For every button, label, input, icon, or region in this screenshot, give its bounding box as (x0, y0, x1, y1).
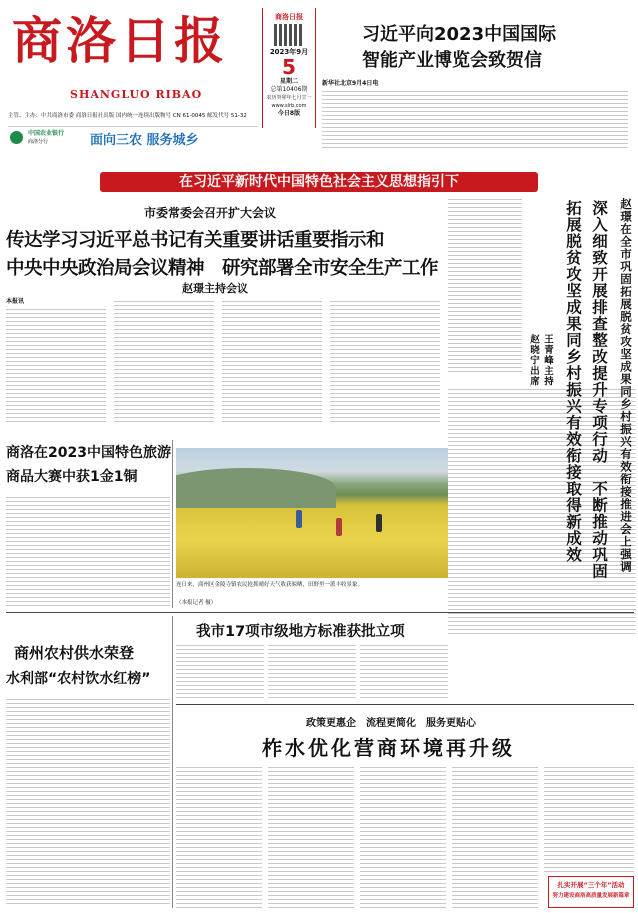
business-headline: 柞水优化营商环境再升级 (262, 736, 515, 760)
standard-text-col1 (176, 642, 264, 698)
farmer-figure (296, 510, 302, 528)
date-block (262, 8, 316, 128)
masthead (0, 0, 638, 172)
theme-banner (100, 172, 538, 192)
vertical-story-text-top (448, 196, 522, 374)
issue-date-day: 5 (282, 55, 296, 79)
tourism-text (6, 494, 170, 608)
harvest-photo (176, 448, 448, 578)
lead-subtitle: 赵璟主持会议 (182, 282, 248, 295)
water-headline-line1: 商州农村供水荣登 (14, 644, 135, 662)
water-story (6, 616, 170, 909)
business-text-col1 (176, 764, 262, 908)
newspaper-logo: 商洛日报 (12, 11, 228, 70)
publisher-line: 主管、主办：中共商洛市委 商洛日报社出版 国内统一连续出版物号 CN 61-0045 邮发代号 51-32 (8, 113, 247, 119)
vertical-headline-line1: 深入细致开展排查整改提升专项行动 不断推动巩固 (590, 200, 608, 580)
standard-text-col2 (268, 642, 356, 698)
standard-text-col3 (360, 642, 448, 698)
business-text-col3 (360, 764, 446, 908)
edition-count: 今日8版 (277, 110, 301, 117)
top-story-text (322, 88, 628, 150)
bank-slogan: 面向三农 服务城乡 (90, 133, 199, 148)
qr-code-icon (274, 24, 304, 46)
website: www.slrb.com (271, 103, 307, 109)
newspaper-pinyin: SHANGLUO RIBAO (70, 88, 203, 101)
issue-number: 总第10406期 (270, 86, 308, 93)
bank-sub: 商洛分行 (28, 139, 49, 145)
section-divider (6, 612, 634, 613)
business-top-rule (176, 704, 634, 705)
standard-headline: 我市17项市级地方标准获批立项 (196, 624, 405, 640)
lead-text-col1 (6, 306, 106, 422)
bank-logo-icon (10, 131, 23, 144)
top-headline-line2: 智能产业博览会致贺信 (362, 50, 542, 71)
farmer-figure (376, 514, 382, 532)
mountain-shape (176, 468, 336, 508)
lead-byline: 本报讯 (6, 298, 25, 305)
photo-credit: （本报记者 摄） (176, 600, 217, 606)
vertical-attendee: 赵晓宁出席 (528, 334, 539, 387)
vertical-kicker: 赵璟在全市巩固拓展脱贫攻坚成果同乡村振兴有效衔接推进会上强调 (619, 198, 633, 573)
water-text (6, 696, 170, 906)
photo-caption-text: 连日来，商州区金陵寺镇农民抢抓晴好天气收获晾晒，田野里一派丰收景象。 (176, 582, 364, 588)
business-text-col5 (544, 764, 634, 874)
lead-kicker: 市委常委会召开扩大会议 (144, 206, 277, 220)
photo-caption (176, 582, 448, 604)
bank-ad (8, 126, 258, 148)
theme-banner-text: 在习近平新时代中国特色社会主义思想指引下 (179, 174, 459, 190)
business-text-col4 (452, 764, 538, 908)
tourism-headline-line2: 商品大赛中获1金1铜 (6, 469, 138, 485)
issue-date-month: 2023年9月 (269, 48, 309, 56)
column-divider (172, 616, 173, 908)
tourism-headline-line1: 商洛在2023中国特色旅游 (6, 445, 171, 461)
bank-name: 中国农业银行 (28, 130, 65, 137)
business-kicker: 政策更惠企 流程更简化 服务更贴心 (306, 718, 476, 729)
tourism-story (6, 434, 170, 610)
vertical-story (448, 196, 636, 636)
top-story-lead: 新华社北京9月4日电 (322, 80, 379, 87)
farmer-figure (336, 518, 342, 536)
standard-story (176, 616, 448, 698)
vertical-headline-line2: 拓展脱贫攻坚成果同乡村振兴有效衔接取得新成效 (564, 200, 582, 563)
issue-lunar: 农历癸卯年七月廿一 (266, 95, 312, 101)
stamp-top: 商洛日报 (275, 13, 303, 21)
water-headline-line2: 水利部“农村饮水红榜” (6, 671, 151, 687)
column-divider (172, 440, 173, 608)
top-headline-line1: 习近平向2023中国国际 (362, 24, 557, 45)
lead-headline-line1: 传达学习习近平总书记有关重要讲话重要指示和 (6, 230, 385, 251)
campaign-ad (548, 876, 634, 908)
lead-headline-line2: 中央中央政治局会议精神 研究部署全市安全生产工作 (6, 258, 439, 279)
business-text-col2 (268, 764, 354, 908)
vertical-host: 王青峰主持 (542, 334, 553, 387)
campaign-ad-line1: 扎实开展“三个年”活动 (557, 881, 625, 889)
campaign-ad-line2: 努力建设商洛高质量发展新篇章 (552, 893, 630, 899)
issue-weekday: 星期二 (279, 78, 298, 85)
photo-block (128, 240, 444, 440)
